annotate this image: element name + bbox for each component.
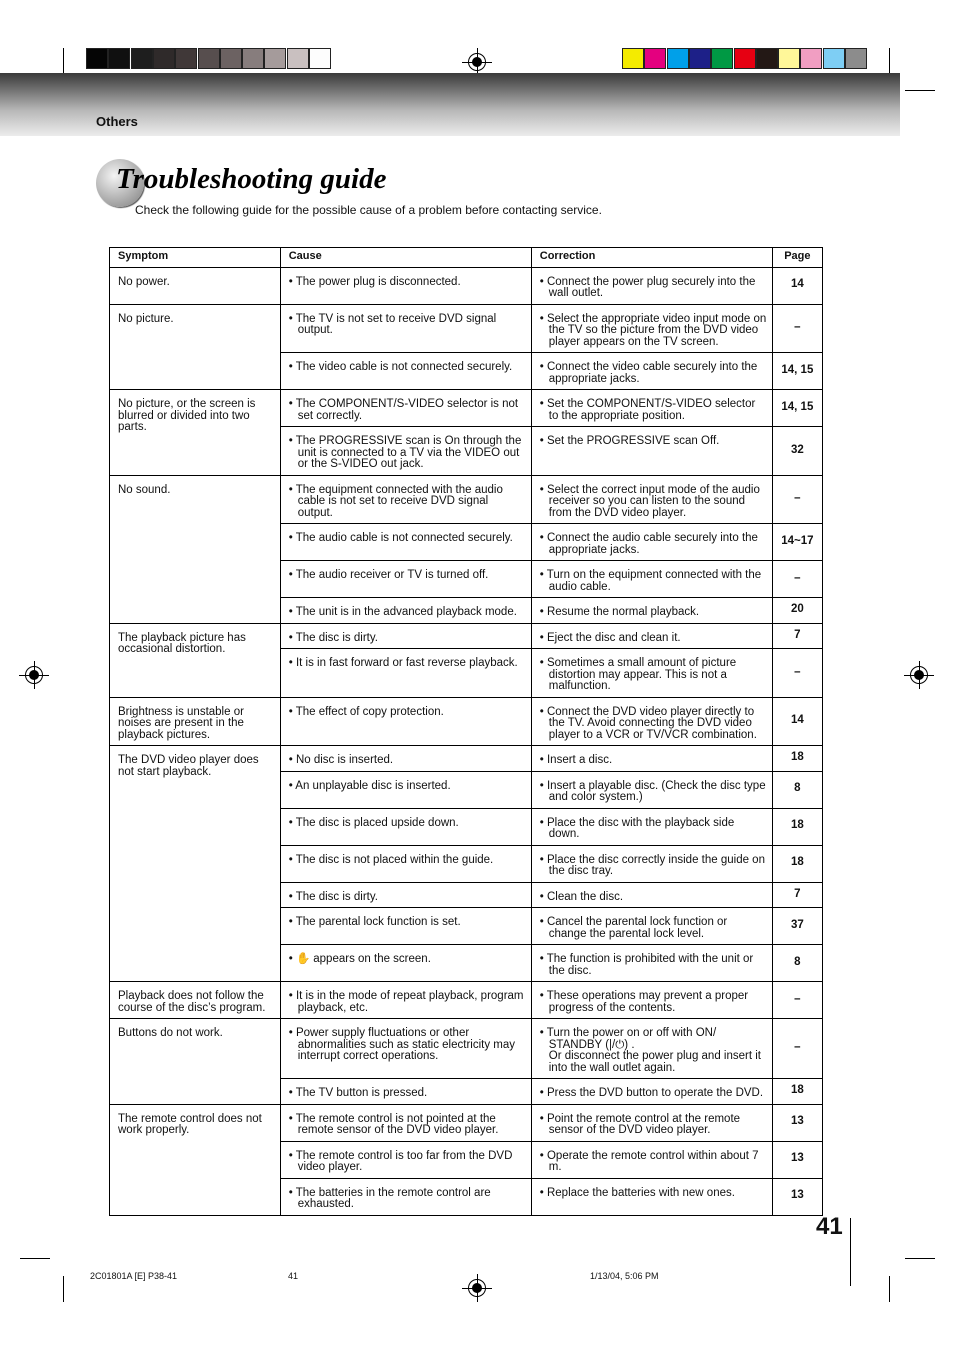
correction-label: Insert a disc.	[546, 754, 613, 766]
correction-cell	[531, 1079, 772, 1105]
correction-cell	[531, 1178, 772, 1215]
correction-text	[540, 271, 767, 300]
cause-text: • The TV is not set to receive DVD signal output.	[289, 308, 526, 337]
cause-text: • The audio cable is not connected securely.	[289, 527, 526, 545]
color-swatch	[756, 48, 778, 69]
cause-text: • The video cable is not connected securely.	[289, 356, 526, 374]
crop-mark	[889, 48, 890, 74]
cause-text: • It is in the mode of repeat playback, program playback, etc.	[289, 985, 526, 1014]
page-ref-cell: 14	[772, 697, 822, 746]
correction-cell	[531, 697, 772, 746]
grayscale-swatch	[153, 48, 175, 69]
correction-text	[540, 1145, 767, 1174]
grayscale-swatch	[175, 48, 197, 69]
crop-mark	[63, 1276, 64, 1302]
correction-text	[540, 308, 767, 349]
page-ref-cell: 18	[772, 808, 822, 845]
page-ref-cell: 20	[772, 598, 822, 624]
table-row	[110, 304, 823, 353]
cause-cell	[280, 697, 531, 746]
cause-text: • The disc is dirty.	[289, 627, 526, 645]
page-ref-cell: –	[772, 982, 822, 1019]
correction-text	[540, 601, 767, 619]
cause-text: • The audio receiver or TV is turned off.	[289, 564, 526, 582]
crop-mark	[905, 90, 935, 91]
cause-text: • The effect of copy protection.	[289, 701, 526, 719]
cause-text: • The TV button is pressed.	[289, 1082, 526, 1100]
page-ref-cell: 13	[772, 1141, 822, 1178]
correction-label: Select the appropriate video input mode on the TV so the picture from the DVD video player appears on the TV screen.	[546, 312, 767, 348]
correction-text	[540, 356, 767, 385]
cause-cell	[280, 649, 531, 698]
cause-cell	[280, 427, 531, 476]
correction-text	[540, 393, 767, 422]
correction-text	[540, 1022, 767, 1074]
page-ref-cell: 8	[772, 945, 822, 982]
cause-cell	[280, 623, 531, 649]
correction-cell	[531, 982, 772, 1019]
correction-cell	[531, 649, 772, 698]
page-ref-cell: 14	[772, 267, 822, 304]
cause-text: • The COMPONENT/S-VIDEO selector is not set correctly.	[289, 393, 526, 422]
correction-label: Connect the audio cable securely into the appropriate jacks.	[546, 532, 758, 556]
cause-cell	[280, 390, 531, 427]
correction-text	[540, 627, 767, 645]
cause-text: • No disc is inserted.	[289, 749, 526, 767]
correction-label: Turn on the equipment connected with the audio cable.	[546, 569, 762, 593]
cause-cell	[280, 1178, 531, 1215]
table-body	[110, 267, 823, 1215]
correction-cell	[531, 908, 772, 945]
correction-label: Point the remote control at the remote sensor of the DVD video player.	[546, 1112, 741, 1136]
correction-text	[540, 564, 767, 593]
cause-label: appears on the screen.	[313, 953, 431, 965]
color-swatch	[734, 48, 756, 69]
correction-label: Operate the remote control within about 7 m.	[546, 1149, 759, 1173]
page-ref-cell: 13	[772, 1104, 822, 1141]
correction-text	[540, 701, 767, 742]
grayscale-swatch	[220, 48, 242, 69]
correction-cell	[531, 353, 772, 390]
page-ref-cell: –	[772, 561, 822, 598]
table-row	[110, 267, 823, 304]
correction-text	[540, 1182, 767, 1200]
symptom-cell: The remote control does not work properly.	[110, 1104, 281, 1215]
page-ref-cell: 7	[772, 882, 822, 908]
grayscale-swatch	[264, 48, 286, 69]
cause-cell	[280, 808, 531, 845]
correction-cell	[531, 808, 772, 845]
color-swatch	[689, 48, 711, 69]
table-row	[110, 746, 823, 772]
correction-label: Eject the disc and clean it.	[546, 631, 681, 644]
page-ref-cell: 14~17	[772, 524, 822, 561]
correction-label: Sometimes a small amount of picture distortion may appear. This is not a malfunction.	[546, 657, 737, 692]
table-row	[110, 475, 823, 524]
footer-page: 41	[288, 1271, 299, 1281]
correction-cell	[531, 598, 772, 624]
correction-label: Place the disc with the playback side down.	[546, 816, 735, 840]
symptom-cell: The playback picture has occasional distortion.	[110, 623, 281, 697]
correction-text	[540, 527, 767, 556]
correction-cell	[531, 623, 772, 649]
correction-text	[540, 749, 767, 767]
correction-cell	[531, 390, 772, 427]
correction-text	[540, 1108, 767, 1137]
page-ref-cell: 37	[772, 908, 822, 945]
correction-cell	[531, 427, 772, 476]
correction-cell	[531, 1019, 772, 1079]
correction-text	[540, 985, 767, 1014]
page-ref-cell: –	[772, 1019, 822, 1079]
correction-label: Clean the disc.	[546, 890, 624, 903]
cause-text: • The batteries in the remote control are exhausted.	[289, 1182, 526, 1211]
cause-cell	[280, 771, 531, 808]
symptom-cell: No sound.	[110, 475, 281, 623]
symptom-cell: The DVD video player does not start playback.	[110, 746, 281, 982]
correction-text	[540, 812, 767, 841]
color-swatch	[622, 48, 644, 69]
cause-text: • The disc is placed upside down.	[289, 812, 526, 830]
table-row	[110, 982, 823, 1019]
cause-text: • An unplayable disc is inserted.	[289, 775, 526, 793]
correction-cell	[531, 524, 772, 561]
correction-label: Place the disc correctly inside the guide on the disc tray.	[546, 853, 765, 877]
grayscale-swatch	[287, 48, 309, 69]
color-swatch	[711, 48, 733, 69]
table-header-row	[110, 248, 823, 268]
crop-mark	[63, 48, 64, 74]
correction-label: Resume the normal playback.	[546, 606, 700, 618]
cause-text: • The unit is in the advanced playback mode.	[289, 601, 526, 619]
cause-cell	[280, 945, 531, 982]
registration-mark-line	[19, 675, 49, 676]
cause-text: • The remote control is not pointed at the remote sensor of the DVD video player.	[289, 1108, 526, 1137]
table-row	[110, 390, 823, 427]
color-swatch	[644, 48, 666, 69]
page-ref-cell: –	[772, 475, 822, 524]
correction-cell	[531, 882, 772, 908]
correction-label: Connect the video cable securely into the appropriate jacks.	[546, 361, 758, 385]
cause-cell	[280, 1141, 531, 1178]
correction-label: Insert a playable disc. (Check the disc type and color system.)	[546, 779, 766, 803]
header-symptom: Symptom	[110, 248, 281, 268]
correction-text	[540, 430, 767, 448]
correction-text	[540, 479, 767, 520]
crop-mark	[889, 1276, 890, 1302]
correction-label: Press the DVD button to operate the DVD.	[546, 1087, 764, 1099]
page-ref-cell: 14, 15	[772, 353, 822, 390]
crop-mark	[20, 1258, 50, 1259]
grayscale-swatch	[242, 48, 264, 69]
page-title: Troubleshooting guide	[116, 163, 387, 195]
symptom-cell: No picture, or the screen is blurred or divided into two parts.	[110, 390, 281, 476]
correction-label: Set the COMPONENT/S-VIDEO selector to the appropriate position.	[546, 398, 756, 422]
page-ref-cell: 32	[772, 427, 822, 476]
correction-label: These operations may prevent a proper progress of the contents.	[546, 990, 749, 1014]
correction-label: Select the correct input mode of the audio receiver so you can listen to the sound from the DVD video player.	[546, 483, 760, 519]
section-label: Others	[96, 114, 138, 129]
page-ref-cell: 18	[772, 746, 822, 772]
cause-cell	[280, 304, 531, 353]
correction-text	[540, 886, 767, 904]
correction-label: Connect the DVD video player directly to the TV. Avoid connecting the DVD video player to a VCR or TV/VCR combination.	[546, 705, 757, 741]
correction-cell	[531, 1104, 772, 1141]
correction-label: Connect the power plug securely into the wall outlet.	[546, 275, 756, 299]
page-ref-cell: –	[772, 304, 822, 353]
cause-cell	[280, 982, 531, 1019]
correction-text	[540, 1082, 767, 1100]
cause-cell	[280, 908, 531, 945]
correction-label: Replace the batteries with new ones.	[546, 1186, 735, 1199]
correction-extra: Or disconnect the power plug and insert it into the wall outlet again.	[548, 1050, 761, 1074]
correction-label: Cancel the parental lock function or change the parental lock level.	[546, 916, 728, 940]
correction-text	[540, 911, 767, 940]
cause-cell	[280, 1104, 531, 1141]
correction-cell	[531, 1141, 772, 1178]
cause-text: • The disc is not placed within the guide.	[289, 849, 526, 867]
cause-text: • The disc is dirty.	[289, 886, 526, 904]
cause-cell	[280, 746, 531, 772]
correction-cell	[531, 561, 772, 598]
crop-mark	[905, 1258, 935, 1259]
grayscale-swatch	[309, 48, 331, 69]
correction-label: Set the PROGRESSIVE scan Off.	[546, 435, 720, 447]
color-swatch	[845, 48, 867, 69]
cause-text: • The parental lock function is set.	[289, 911, 526, 929]
correction-cell	[531, 845, 772, 882]
table-row	[110, 1104, 823, 1141]
symptom-cell: Playback does not follow the course of the disc’s program.	[110, 982, 281, 1019]
hand-icon: ✋	[295, 953, 311, 965]
correction-cell	[531, 475, 772, 524]
symptom-cell: No picture.	[110, 304, 281, 390]
cause-text: • Power supply fluctuations or other abnormalities such as static electricity may interrupt correct operations.	[289, 1022, 526, 1063]
cause-text	[289, 948, 526, 966]
cause-text: • The equipment connected with the audio cable is not set to receive DVD signal output.	[289, 479, 526, 520]
grayscale-swatch	[108, 48, 130, 69]
symptom-cell: Buttons do not work.	[110, 1019, 281, 1105]
intro-text: Check the following guide for the possible cause of a problem before contacting service.	[135, 203, 602, 217]
page-ref-cell: 14, 15	[772, 390, 822, 427]
cause-cell	[280, 561, 531, 598]
crop-mark	[850, 1218, 851, 1286]
page-ref-cell: –	[772, 649, 822, 698]
symptom-cell: No power.	[110, 267, 281, 304]
cause-cell	[280, 267, 531, 304]
cause-text: • The power plug is disconnected.	[289, 271, 526, 289]
correction-text	[540, 849, 767, 878]
color-swatch	[823, 48, 845, 69]
correction-text	[540, 775, 767, 804]
page-ref-cell: 8	[772, 771, 822, 808]
footer-file: 2C01801A [E] P38-41	[90, 1271, 178, 1281]
correction-cell	[531, 304, 772, 353]
symptom-cell: Brightness is unstable or noises are present in the playback pictures.	[110, 697, 281, 746]
grayscale-swatch	[86, 48, 108, 69]
page-ref-cell: 18	[772, 1079, 822, 1105]
page-ref-cell: 7	[772, 623, 822, 649]
cause-cell	[280, 1079, 531, 1105]
color-swatch	[667, 48, 689, 69]
registration-mark-line	[462, 1288, 492, 1289]
correction-cell	[531, 771, 772, 808]
correction-cell	[531, 945, 772, 982]
correction-text	[540, 652, 767, 693]
cause-cell	[280, 1019, 531, 1079]
registration-mark-line	[904, 675, 934, 676]
header-page: Page	[772, 248, 822, 268]
table-row	[110, 1019, 823, 1079]
footer-date: 1/13/04, 5:06 PM	[590, 1271, 659, 1281]
color-swatch	[800, 48, 822, 69]
cause-cell	[280, 598, 531, 624]
grayscale-swatch	[131, 48, 153, 69]
cause-text: • The remote control is too far from the DVD video player.	[289, 1145, 526, 1174]
cause-cell	[280, 353, 531, 390]
correction-label: Turn the power on or off with ON/ STANDBY (|/⏻) .	[546, 1027, 717, 1051]
color-swatch	[778, 48, 800, 69]
cause-text: • The PROGRESSIVE scan is On through the unit is connected to a TV via the VIDEO out or the S-VIDEO out jack.	[289, 430, 526, 471]
correction-label: The function is prohibited with the unit or the disc.	[546, 953, 754, 977]
header-correction: Correction	[531, 248, 772, 268]
header-cause: Cause	[280, 248, 531, 268]
page-ref-cell: 18	[772, 845, 822, 882]
correction-cell	[531, 746, 772, 772]
cause-text: • It is in fast forward or fast reverse playback.	[289, 652, 526, 670]
correction-text	[540, 948, 767, 977]
table-row	[110, 623, 823, 649]
table-row	[110, 697, 823, 746]
page-number: 41	[816, 1213, 843, 1240]
page-ref-cell: 13	[772, 1178, 822, 1215]
cause-cell	[280, 882, 531, 908]
grayscale-swatch	[198, 48, 220, 69]
correction-cell	[531, 267, 772, 304]
cause-cell	[280, 524, 531, 561]
troubleshooting-table	[109, 247, 823, 1216]
cause-cell	[280, 475, 531, 524]
registration-mark-line	[462, 62, 492, 63]
cause-cell	[280, 845, 531, 882]
